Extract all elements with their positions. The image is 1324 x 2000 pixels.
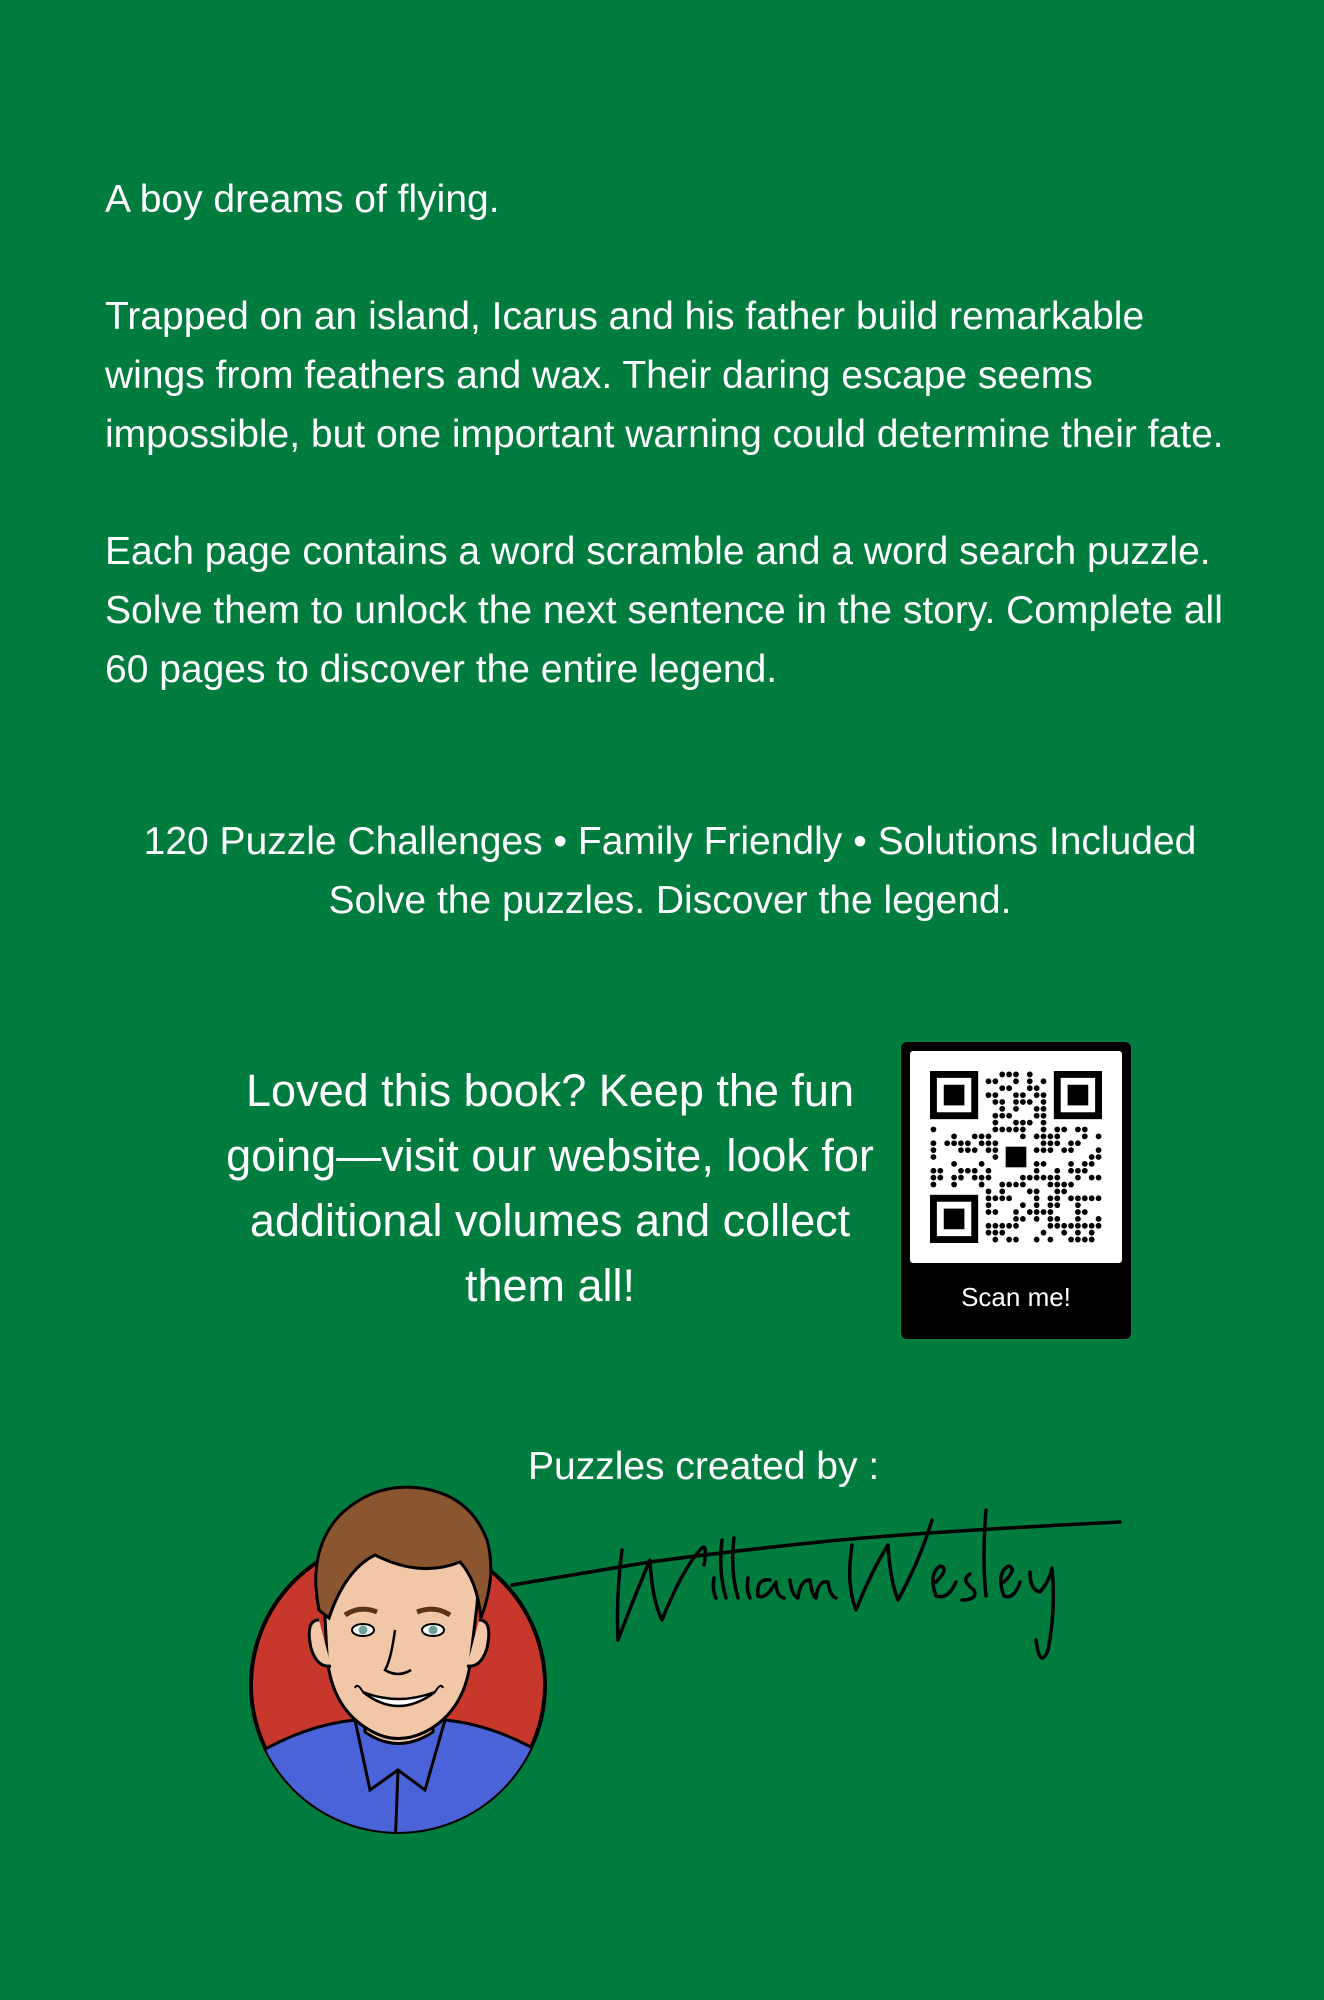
description-paragraph-3: Each page contains a word scramble and a word search puzzle. Solve them to unlock the next sentence in the story. Complete all 60 pages to discover the entire legend. [105, 530, 1223, 691]
promo-text: Loved this book? Keep the fun going—visit our website, look for additional volumes and collect them all! [226, 1065, 874, 1311]
tagline-slogan: Solve the puzzles. Discover the legend. [328, 879, 1012, 922]
tagline [105, 812, 1235, 930]
qr-code-area[interactable] [910, 1051, 1122, 1263]
qr-label: Scan me! [961, 1282, 1071, 1312]
description-paragraph-1: A boy dreams of flying. [105, 178, 500, 221]
qr-card[interactable] [901, 1042, 1131, 1339]
description-paragraph-2: Trapped on an island, Icarus and his father build remarkable wings from feathers and wax. Their daring escape seems impossible, but one important warning could determine their fate. [105, 295, 1224, 456]
tagline-features: 120 Puzzle Challenges • Family Friendly • Solutions Included [143, 820, 1197, 863]
qr-code-icon[interactable] [930, 1071, 1102, 1243]
credit-label: Puzzles created by : [528, 1445, 880, 1488]
book-description [105, 170, 1245, 757]
signature-icon [500, 1450, 1140, 1670]
